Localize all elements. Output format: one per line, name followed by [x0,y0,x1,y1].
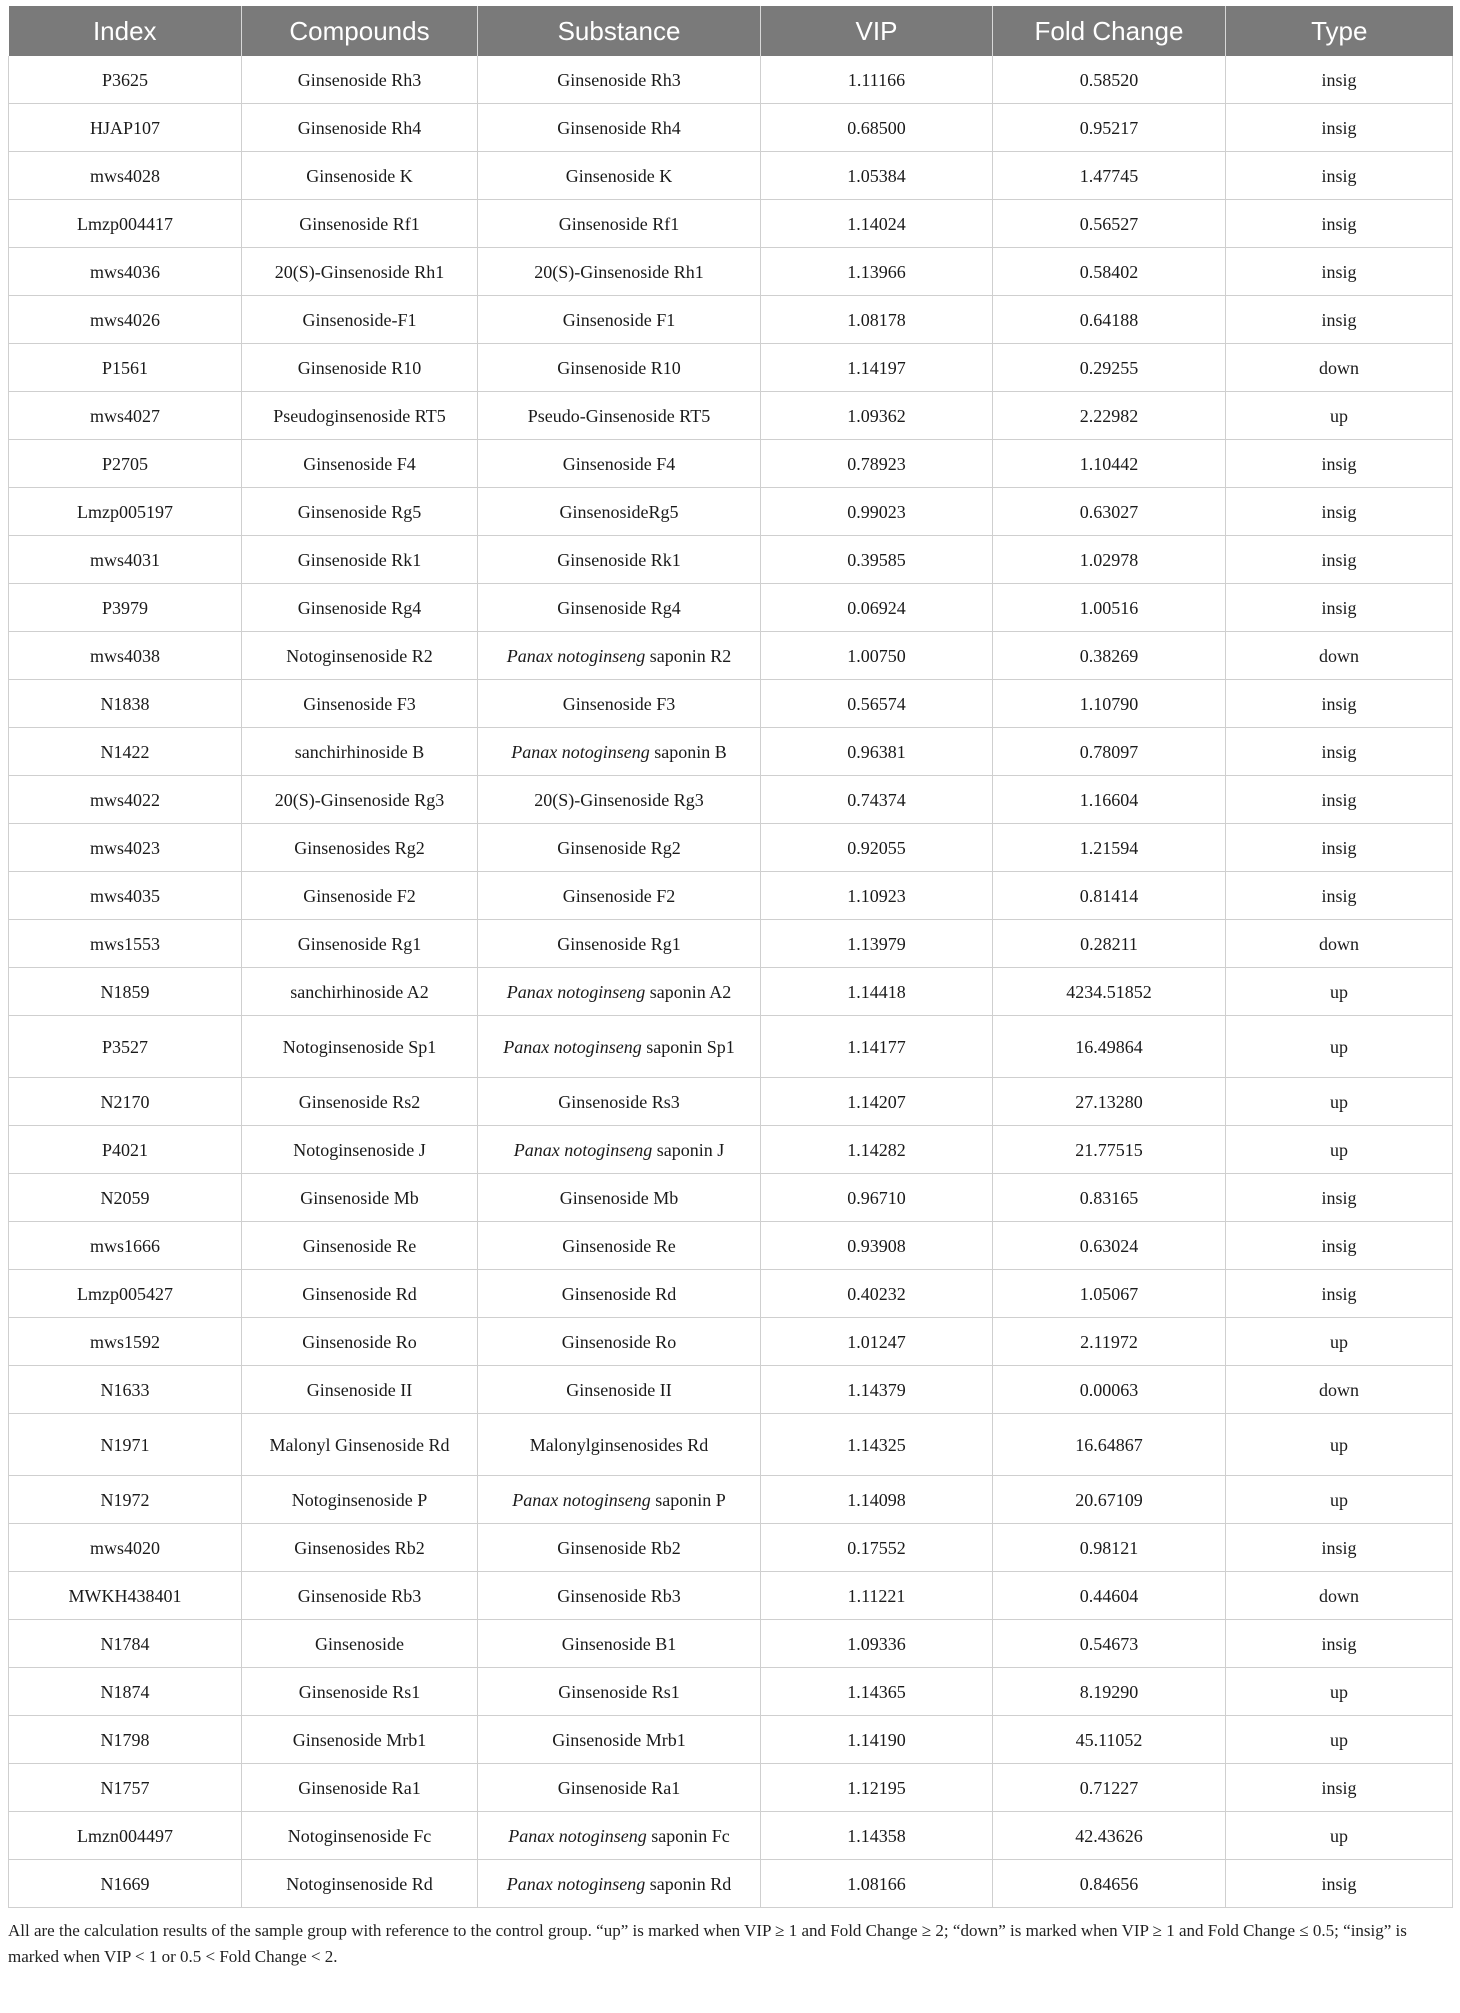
cell-vip: 0.93908 [761,1222,993,1270]
cell-substance: Ginsenoside F3 [478,680,761,728]
table-body [9,56,1453,1908]
table-row [9,536,1453,584]
cell-type: down [1226,632,1453,680]
cell-type: insig [1226,1222,1453,1270]
cell-index: N1859 [9,968,242,1016]
cell-compound: Ginsenoside Mb [242,1174,478,1222]
cell-substance: 20(S)-Ginsenoside Rh1 [478,248,761,296]
cell-vip: 0.06924 [761,584,993,632]
header-index: Index [9,6,242,56]
cell-fold-change: 20.67109 [993,1476,1226,1524]
cell-type: up [1226,1078,1453,1126]
cell-substance: Ginsenoside Rg1 [478,920,761,968]
cell-compound: Ginsenoside Rg4 [242,584,478,632]
cell-vip: 0.56574 [761,680,993,728]
cell-fold-change: 42.43626 [993,1812,1226,1860]
cell-compound: Ginsenoside II [242,1366,478,1414]
cell-compound: Notoginsenoside J [242,1126,478,1174]
cell-compound: Notoginsenoside R2 [242,632,478,680]
table-row [9,824,1453,872]
cell-substance: Malonylginsenosides Rd [478,1414,761,1476]
cell-fold-change: 0.95217 [993,104,1226,152]
substance-species: Panax notoginseng [508,1825,647,1846]
table-row [9,728,1453,776]
table-row [9,344,1453,392]
cell-substance: Ginsenoside B1 [478,1620,761,1668]
cell-compound: Malonyl Ginsenoside Rd [242,1414,478,1476]
cell-vip: 1.14024 [761,200,993,248]
cell-substance: Ginsenoside Ra1 [478,1764,761,1812]
cell-index: mws4027 [9,392,242,440]
cell-type: insig [1226,488,1453,536]
cell-index: N1798 [9,1716,242,1764]
cell-fold-change: 8.19290 [993,1668,1226,1716]
table-row [9,56,1453,104]
cell-vip: 1.11166 [761,56,993,104]
cell-type: up [1226,1716,1453,1764]
cell-substance [478,1476,761,1524]
substance-name: saponin Rd [645,1873,732,1894]
cell-fold-change: 0.64188 [993,296,1226,344]
cell-fold-change: 16.49864 [993,1016,1226,1078]
cell-vip: 0.92055 [761,824,993,872]
cell-vip: 1.14197 [761,344,993,392]
substance-name: saponin R2 [645,645,732,666]
substance-name: saponin Fc [646,1825,730,1846]
cell-vip: 0.74374 [761,776,993,824]
substance-name: saponin Sp1 [641,1036,735,1057]
cell-vip: 1.14418 [761,968,993,1016]
cell-fold-change: 0.83165 [993,1174,1226,1222]
cell-fold-change: 4234.51852 [993,968,1226,1016]
cell-compound: Ginsenoside Ra1 [242,1764,478,1812]
header-compounds: Compounds [242,6,478,56]
cell-fold-change: 0.81414 [993,872,1226,920]
cell-type: down [1226,1366,1453,1414]
table-row [9,1812,1453,1860]
cell-vip: 1.14325 [761,1414,993,1476]
cell-compound: Ginsenoside F3 [242,680,478,728]
cell-fold-change: 1.10790 [993,680,1226,728]
table-row [9,296,1453,344]
cell-compound: 20(S)-Ginsenoside Rh1 [242,248,478,296]
cell-compound: Ginsenoside Rh4 [242,104,478,152]
table-row [9,872,1453,920]
substance-species: Panax notoginseng [506,1873,646,1894]
cell-substance: Ginsenoside Rb2 [478,1524,761,1572]
cell-compound: Ginsenoside Re [242,1222,478,1270]
cell-vip: 1.14190 [761,1716,993,1764]
table-row [9,1860,1453,1908]
cell-type: insig [1226,1174,1453,1222]
cell-fold-change: 0.38269 [993,632,1226,680]
cell-substance: GinsenosideRg5 [478,488,761,536]
cell-type: insig [1226,56,1453,104]
cell-vip: 1.12195 [761,1764,993,1812]
table-row [9,680,1453,728]
cell-index: N1784 [9,1620,242,1668]
cell-fold-change: 1.02978 [993,536,1226,584]
cell-substance: 20(S)-Ginsenoside Rg3 [478,776,761,824]
cell-type: insig [1226,584,1453,632]
substance-species: Panax notoginseng [513,1139,653,1160]
cell-type: insig [1226,1860,1453,1908]
cell-compound: Ginsenoside Rb3 [242,1572,478,1620]
cell-substance: Ginsenoside Rb3 [478,1572,761,1620]
cell-substance [478,1126,761,1174]
table-row [9,1716,1453,1764]
cell-index: mws4028 [9,152,242,200]
cell-substance [478,728,761,776]
cell-compound: Ginsenoside Rs2 [242,1078,478,1126]
results-table [8,6,1453,1908]
cell-type: up [1226,1668,1453,1716]
cell-compound: sanchirhinoside A2 [242,968,478,1016]
cell-type: insig [1226,824,1453,872]
cell-compound: Ginsenoside F4 [242,440,478,488]
cell-vip: 1.09336 [761,1620,993,1668]
substance-name: saponin P [650,1489,726,1510]
cell-vip: 1.08166 [761,1860,993,1908]
cell-substance: Ginsenoside F1 [478,296,761,344]
cell-compound: 20(S)-Ginsenoside Rg3 [242,776,478,824]
cell-type: insig [1226,536,1453,584]
table-row [9,1366,1453,1414]
cell-fold-change: 16.64867 [993,1414,1226,1476]
cell-substance: Ginsenoside Rh3 [478,56,761,104]
cell-index: Lmzn004497 [9,1812,242,1860]
cell-index: mws4026 [9,296,242,344]
cell-substance: Pseudo-Ginsenoside RT5 [478,392,761,440]
table-row [9,152,1453,200]
table-row [9,1174,1453,1222]
cell-vip: 1.13979 [761,920,993,968]
cell-fold-change: 0.63027 [993,488,1226,536]
cell-type: up [1226,1812,1453,1860]
substance-name: saponin B [649,741,727,762]
cell-index: N1669 [9,1860,242,1908]
cell-vip: 0.39585 [761,536,993,584]
cell-fold-change: 45.11052 [993,1716,1226,1764]
cell-vip: 1.14365 [761,1668,993,1716]
table-row [9,776,1453,824]
cell-substance [478,1860,761,1908]
table-row [9,1476,1453,1524]
header-vip: VIP [761,6,993,56]
cell-type: up [1226,1126,1453,1174]
cell-vip: 1.14177 [761,1016,993,1078]
cell-compound: Ginsenoside [242,1620,478,1668]
cell-fold-change: 0.28211 [993,920,1226,968]
substance-species: Panax notoginseng [512,1489,651,1510]
cell-vip: 0.17552 [761,1524,993,1572]
table-row [9,920,1453,968]
cell-substance [478,968,761,1016]
cell-type: down [1226,1572,1453,1620]
cell-compound: Notoginsenoside Fc [242,1812,478,1860]
cell-type: insig [1226,440,1453,488]
substance-name: saponin J [652,1139,725,1160]
cell-compound: Notoginsenoside Sp1 [242,1016,478,1078]
cell-vip: 0.40232 [761,1270,993,1318]
substance-species: Panax notoginseng [511,741,650,762]
header-substance: Substance [478,6,761,56]
cell-index: mws4022 [9,776,242,824]
cell-fold-change: 0.78097 [993,728,1226,776]
table-row [9,440,1453,488]
table-row [9,1414,1453,1476]
cell-type: insig [1226,152,1453,200]
cell-fold-change: 0.58520 [993,56,1226,104]
cell-compound: Ginsenoside Rg1 [242,920,478,968]
cell-fold-change: 0.84656 [993,1860,1226,1908]
cell-vip: 1.10923 [761,872,993,920]
cell-fold-change: 0.58402 [993,248,1226,296]
cell-type: up [1226,392,1453,440]
cell-index: N1972 [9,1476,242,1524]
cell-substance: Ginsenoside Rg2 [478,824,761,872]
cell-fold-change: 0.98121 [993,1524,1226,1572]
cell-fold-change: 0.56527 [993,200,1226,248]
cell-substance: Ginsenoside Mb [478,1174,761,1222]
cell-compound: Ginsenoside Rf1 [242,200,478,248]
header-fold-change: Fold Change [993,6,1226,56]
cell-type: insig [1226,1764,1453,1812]
table-header [9,6,1453,56]
cell-substance: Ginsenoside Rg4 [478,584,761,632]
cell-substance [478,1812,761,1860]
cell-compound: Ginsenoside Ro [242,1318,478,1366]
table-row [9,1572,1453,1620]
header-row [9,6,1453,56]
substance-species: Panax notoginseng [506,645,646,666]
cell-fold-change: 21.77515 [993,1126,1226,1174]
cell-compound: Ginsenoside-F1 [242,296,478,344]
cell-compound: Ginsenoside Rs1 [242,1668,478,1716]
cell-vip: 1.14207 [761,1078,993,1126]
table-row [9,1222,1453,1270]
cell-index: Lmzp005427 [9,1270,242,1318]
cell-vip: 1.01247 [761,1318,993,1366]
cell-compound: Ginsenoside R10 [242,344,478,392]
cell-index: Lmzp005197 [9,488,242,536]
cell-index: N1874 [9,1668,242,1716]
table-row [9,1524,1453,1572]
table-row [9,1318,1453,1366]
cell-type: insig [1226,1270,1453,1318]
cell-substance: Ginsenoside II [478,1366,761,1414]
cell-substance: Ginsenoside Mrb1 [478,1716,761,1764]
cell-index: N1971 [9,1414,242,1476]
cell-index: P3625 [9,56,242,104]
cell-index: mws1592 [9,1318,242,1366]
cell-vip: 1.09362 [761,392,993,440]
cell-type: down [1226,344,1453,392]
cell-index: N1633 [9,1366,242,1414]
cell-index: mws4036 [9,248,242,296]
cell-index: mws4020 [9,1524,242,1572]
cell-type: insig [1226,248,1453,296]
substance-species: Panax notoginseng [503,1036,642,1057]
table-row [9,104,1453,152]
cell-substance: Ginsenoside F2 [478,872,761,920]
cell-vip: 1.00750 [761,632,993,680]
cell-substance: Ginsenoside Rs3 [478,1078,761,1126]
cell-compound: Ginsenoside Rg5 [242,488,478,536]
cell-substance [478,632,761,680]
cell-index: P2705 [9,440,242,488]
cell-vip: 1.08178 [761,296,993,344]
cell-index: mws4031 [9,536,242,584]
cell-vip: 1.14282 [761,1126,993,1174]
cell-fold-change: 1.47745 [993,152,1226,200]
cell-compound: Ginsenoside Rk1 [242,536,478,584]
cell-compound: Ginsenoside F2 [242,872,478,920]
cell-fold-change: 0.63024 [993,1222,1226,1270]
cell-substance: Ginsenoside F4 [478,440,761,488]
cell-index: P3979 [9,584,242,632]
cell-substance: Ginsenoside Rf1 [478,200,761,248]
table-row [9,1078,1453,1126]
cell-type: up [1226,1414,1453,1476]
table-row [9,1126,1453,1174]
cell-vip: 1.14358 [761,1812,993,1860]
cell-index: N1757 [9,1764,242,1812]
cell-index: Lmzp004417 [9,200,242,248]
cell-fold-change: 2.11972 [993,1318,1226,1366]
cell-fold-change: 27.13280 [993,1078,1226,1126]
table-row [9,632,1453,680]
cell-compound: Ginsenoside Rd [242,1270,478,1318]
cell-vip: 1.13966 [761,248,993,296]
cell-index: mws1553 [9,920,242,968]
cell-type: insig [1226,200,1453,248]
cell-vip: 0.78923 [761,440,993,488]
cell-type: up [1226,968,1453,1016]
table-row [9,1620,1453,1668]
cell-type: up [1226,1476,1453,1524]
cell-vip: 0.99023 [761,488,993,536]
cell-compound: Notoginsenoside Rd [242,1860,478,1908]
cell-compound: Pseudoginsenoside RT5 [242,392,478,440]
cell-substance: Ginsenoside K [478,152,761,200]
cell-index: P4021 [9,1126,242,1174]
cell-type: insig [1226,776,1453,824]
table-row [9,1016,1453,1078]
cell-vip: 1.14098 [761,1476,993,1524]
cell-type: insig [1226,872,1453,920]
cell-index: mws4023 [9,824,242,872]
cell-vip: 0.68500 [761,104,993,152]
cell-substance [478,1016,761,1078]
cell-type: insig [1226,104,1453,152]
cell-substance: Ginsenoside R10 [478,344,761,392]
cell-index: mws4035 [9,872,242,920]
cell-type: down [1226,920,1453,968]
cell-fold-change: 0.29255 [993,344,1226,392]
cell-index: MWKH438401 [9,1572,242,1620]
cell-vip: 0.96381 [761,728,993,776]
cell-fold-change: 1.16604 [993,776,1226,824]
cell-index: mws4038 [9,632,242,680]
cell-fold-change: 0.00063 [993,1366,1226,1414]
cell-type: up [1226,1318,1453,1366]
cell-vip: 0.96710 [761,1174,993,1222]
cell-fold-change: 1.00516 [993,584,1226,632]
cell-substance: Ginsenoside Rs1 [478,1668,761,1716]
cell-type: insig [1226,680,1453,728]
table-row [9,968,1453,1016]
cell-fold-change: 0.71227 [993,1764,1226,1812]
cell-index: P3527 [9,1016,242,1078]
table-row [9,392,1453,440]
cell-type: insig [1226,728,1453,776]
cell-substance: Ginsenoside Rd [478,1270,761,1318]
cell-fold-change: 0.54673 [993,1620,1226,1668]
cell-type: insig [1226,296,1453,344]
table-row [9,248,1453,296]
cell-vip: 1.05384 [761,152,993,200]
cell-type: insig [1226,1524,1453,1572]
cell-fold-change: 1.05067 [993,1270,1226,1318]
cell-compound: Notoginsenoside P [242,1476,478,1524]
footnote: All are the calculation results of the sample group with reference to the control group. “up” is marked when VIP ≥ 1 and Fold Change ≥ 2; “down” is marked when VIP ≥ 1 and Fold Change ≤ 0.5; “insig” is marked when VIP < 1 or 0.5 < Fold Change < 2. [8,1921,1407,1966]
cell-substance: Ginsenoside Re [478,1222,761,1270]
cell-substance: Ginsenoside Rh4 [478,104,761,152]
cell-compound: Ginsenoside K [242,152,478,200]
cell-compound: Ginsenosides Rb2 [242,1524,478,1572]
cell-compound: Ginsenoside Rh3 [242,56,478,104]
cell-substance: Ginsenoside Rk1 [478,536,761,584]
cell-compound: sanchirhinoside B [242,728,478,776]
cell-index: N2059 [9,1174,242,1222]
table-row [9,1270,1453,1318]
cell-fold-change: 1.21594 [993,824,1226,872]
cell-compound: Ginsenoside Mrb1 [242,1716,478,1764]
table-row [9,488,1453,536]
cell-compound: Ginsenosides Rg2 [242,824,478,872]
cell-index: HJAP107 [9,104,242,152]
cell-fold-change: 2.22982 [993,392,1226,440]
cell-vip: 1.14379 [761,1366,993,1414]
cell-index: N1838 [9,680,242,728]
cell-index: N2170 [9,1078,242,1126]
table-row [9,1764,1453,1812]
cell-index: mws1666 [9,1222,242,1270]
table-row [9,1668,1453,1716]
table-row [9,200,1453,248]
cell-substance: Ginsenoside Ro [478,1318,761,1366]
cell-type: insig [1226,1620,1453,1668]
cell-fold-change: 1.10442 [993,440,1226,488]
substance-name: saponin A2 [645,981,732,1002]
header-type: Type [1226,6,1453,56]
cell-type: up [1226,1016,1453,1078]
cell-vip: 1.11221 [761,1572,993,1620]
substance-species: Panax notoginseng [506,981,646,1002]
cell-index: P1561 [9,344,242,392]
cell-index: N1422 [9,728,242,776]
table-row [9,584,1453,632]
cell-fold-change: 0.44604 [993,1572,1226,1620]
